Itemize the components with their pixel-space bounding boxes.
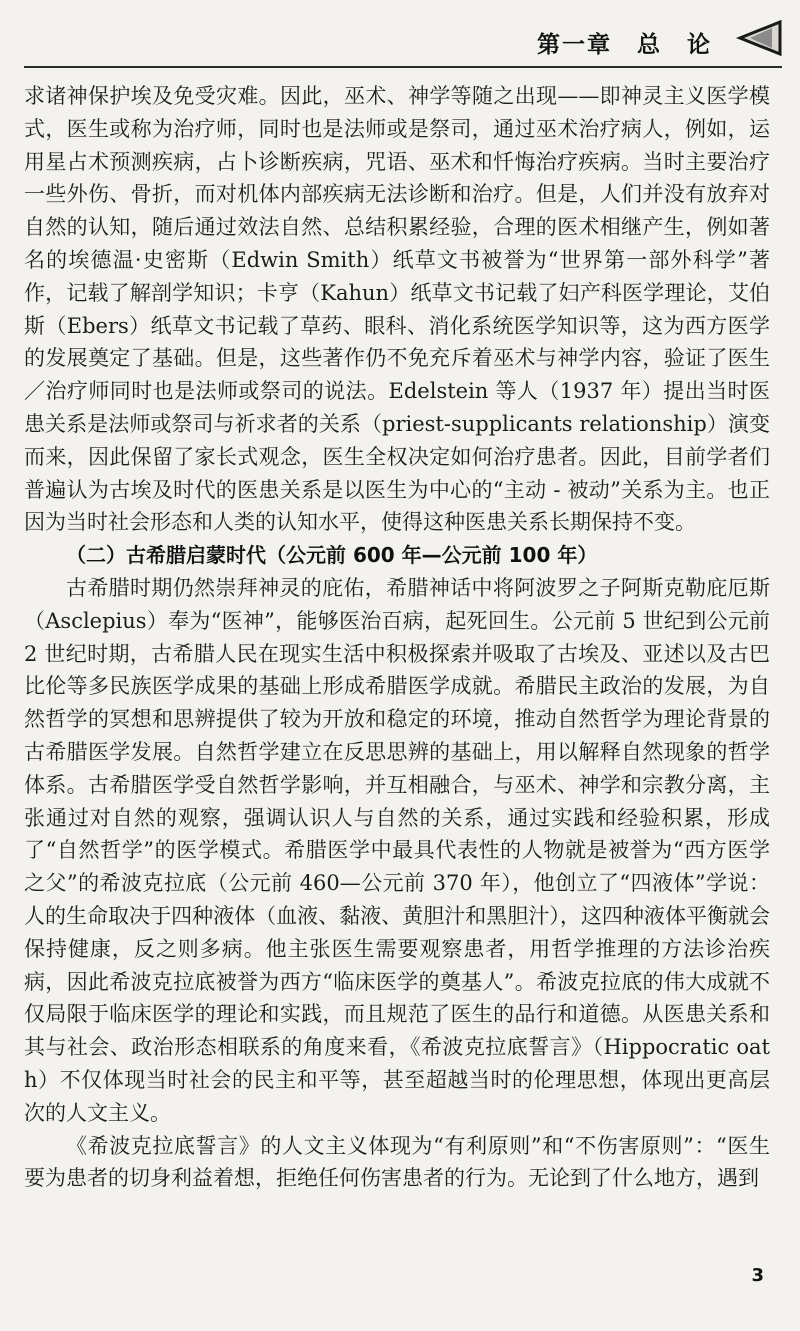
paragraph-greece: 古希腊时期仍然崇拜神灵的庇佑，希腊神话中将阿波罗之子阿斯克勒庇厄斯（Asclepius）奉为“医神”，能够医治百病，起死回生。公元前 5 世纪到公元前 2 世纪时期，古希腊人民在现实生活中积极探索并吸取了古埃及、亚述以及古巴比伦等多民族医学成果的基础上形成希腊医学成就。希腊民主政治的发展，为自然哲学的冥想和思辨提供了较为开放和稳定的环境，推动自然哲学为理论背景的古希腊医学发展。自然哲学建立在反思思辨的基础上，用以解释自然现象的哲学体系。古希腊医学受自然哲学影响，并互相融合，与巫术、神学和宗教分离，主张通过对自然的观察，强调认识人与自然的关系，通过实践和经验积累，形成了“自然哲学”的医学模式。希腊医学中最具代表性的人物就是被誉为“西方医学之父”的希波克拉底（公元前 460—公元前 370 年），他创立了“四液体”学说：人的生命取决于四种液体（血液、黏液、黄胆汁和黑胆汁），这四种液体平衡就会保持健康，反之则多病。他主张医生需要观察患者，用哲学推理的方法诊治疾病，因此希波克拉底被誉为西方“临床医学的奠基人”。希波克拉底的伟大成就不仅局限于临床医学的理论和实践，而且规范了医生的品行和道德。从医患关系和其与社会、政治形态相联系的角度来看，《希波克拉底誓言》（Hippocratic oath）不仅体现当时社会的民主和平等，甚至超越当时的伦理思想，体现出更高层次的人文主义。 xyxy=(24,575,770,1125)
page-number: 3 xyxy=(751,1265,764,1286)
paragraph-egypt: 求诸神保护埃及免受灾难。因此，巫术、神学等随之出现——即神灵主义医学模式，医生或称为治疗师，同时也是法师或是祭司，通过巫术治疗病人，例如，运用星占术预测疾病，占卜诊断疾病，咒语、巫术和忏悔治疗疾病。当时主要治疗一些外伤、骨折，而对机体内部疾病无法诊断和治疗。但是，人们并没有放弃对自然的认知，随后通过效法自然、总结积累经验，合理的医术相继产生，例如著名的埃德温·史密斯（Edwin Smith）纸草文书被誉为“世界第一部外科学”著作，记载了解剖学知识；卡亨（Kahun）纸草文书记载了妇产科医学理论，艾伯斯（Ebers）纸草文书记载了草药、眼科、消化系统医学知识等，这为西方医学的发展奠定了基础。但是，这些著作仍不免充斥着巫术与神学内容，验证了医生／治疗师同时也是法师或祭司的说法。Edelstein 等人（1937 年）提出当时医患关系是法师或祭司与祈求者的关系（priest-supplicants relationship）演变而来，因此保留了家长式观念，医生全权决定如何治疗患者。因此，目前学者们普遍认为古埃及时代的医患关系是以医生为中心的“主动 - 被动”关系为主。也正因为当时社会形态和人类的认知水平，使得这种医患关系长期保持不变。 xyxy=(24,84,770,535)
left-pointing-triangle-icon xyxy=(730,20,782,56)
body-text xyxy=(24,80,770,1195)
section-heading: （二）古希腊启蒙时代（公元前 600 年—公元前 100 年） xyxy=(66,543,598,568)
paragraph-hippocratic-oath: 《希波克拉底誓言》的人文主义体现为“有利原则”和“不伤害原则”：“医生要为患者的切身利益着想，拒绝任何伤害患者的行为。无论到了什么地方，遇到 xyxy=(24,1133,770,1191)
running-header xyxy=(24,16,782,68)
chapter-title: 第一章 总 论 xyxy=(537,32,712,58)
